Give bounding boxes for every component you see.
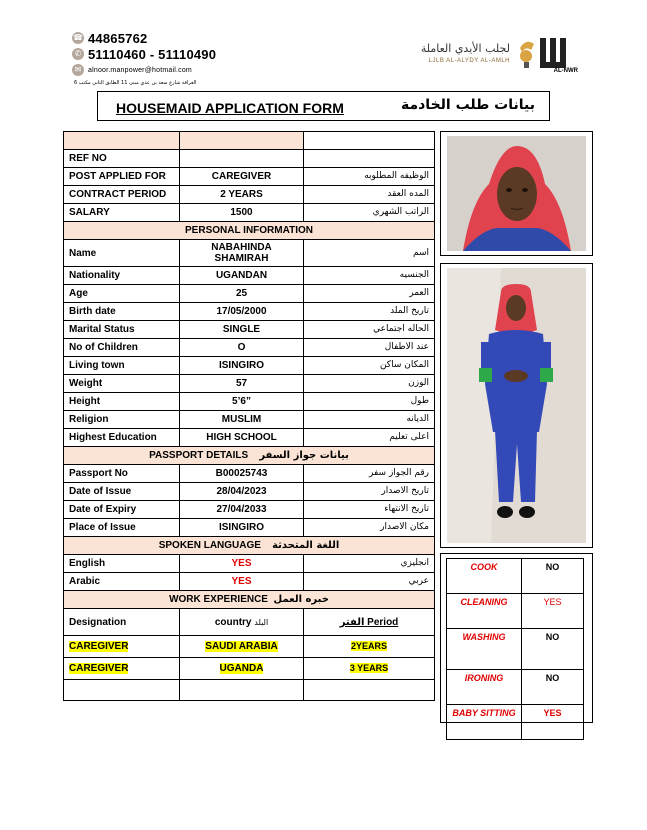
logo-arabic-text: لجلب الأيدي العاملة <box>420 42 510 55</box>
work-period: 3 YEARS <box>349 663 389 673</box>
skill-value: NO <box>522 670 584 705</box>
work-section-english: WORK EXPERIENCE <box>169 594 268 605</box>
skill-value: YES <box>522 594 584 629</box>
field-value: HIGH SCHOOL <box>180 429 304 447</box>
language-section-arabic: اللغة المتحدثة <box>272 540 340 551</box>
table-row <box>64 680 435 701</box>
table-row <box>64 411 435 429</box>
table-row <box>64 636 435 658</box>
table-row <box>64 267 435 285</box>
phone-number-1: 44865762 <box>88 30 148 46</box>
field-value: 5’6” <box>180 393 304 411</box>
field-label: Height <box>64 393 180 411</box>
contact-block <box>72 30 232 87</box>
office-address: الغرافة شارع سعد بن عدي مبنى 11 الطابق الثاني مكتب 6 <box>74 79 197 86</box>
skills-panel <box>440 553 593 723</box>
field-label-arabic: رقم الجواز سفر <box>304 465 435 483</box>
field-label-arabic: الجنسيه <box>304 267 435 285</box>
form-title-english: HOUSEMAID APPLICATION FORM <box>116 100 344 116</box>
field-label: Highest Education <box>64 429 180 447</box>
field-label-arabic: عربي <box>304 573 435 591</box>
skill-name: IRONING <box>447 670 522 705</box>
skill-row <box>447 705 584 740</box>
field-label: Religion <box>64 411 180 429</box>
country-header-arabic: البلد <box>254 617 269 627</box>
section-header-personal: PERSONAL INFORMATION <box>64 222 435 240</box>
skill-value: NO <box>522 559 584 594</box>
field-label-arabic: اعلى تعليم <box>304 429 435 447</box>
lamp-logo-icon <box>510 32 576 72</box>
field-value: NABAHINDA SHAMIRAH <box>180 240 304 267</box>
field-label: No of Children <box>64 339 180 357</box>
field-value: ISINGIRO <box>180 519 304 537</box>
table-row <box>64 150 435 168</box>
field-label: Marital Status <box>64 321 180 339</box>
skill-name: WASHING <box>447 629 522 670</box>
skill-name: COOK <box>447 559 522 594</box>
passport-section-english: PASSPORT DETAILS <box>149 450 249 461</box>
field-label-arabic: الديانه <box>304 411 435 429</box>
field-value: ISINGIRO <box>180 357 304 375</box>
field-label-arabic: الراتب الشهري <box>304 204 435 222</box>
field-label: Arabic <box>64 573 180 591</box>
full-body-image <box>441 264 592 547</box>
field-value: 27/04/2033 <box>180 501 304 519</box>
skill-value: YES <box>522 705 584 740</box>
table-row <box>64 573 435 591</box>
table-row <box>64 303 435 321</box>
table-row <box>64 555 435 573</box>
skill-row <box>447 629 584 670</box>
field-value: UGANDAN <box>180 267 304 285</box>
skill-row <box>447 670 584 705</box>
phone-number-2: 51110460 - 51110490 <box>88 46 217 62</box>
field-label: Nationality <box>64 267 180 285</box>
field-label-arabic: مكان الاصدار <box>304 519 435 537</box>
table-row <box>64 204 435 222</box>
table-row <box>64 429 435 447</box>
period-header: Period <box>367 616 399 628</box>
mobile-icon: ✆ <box>72 48 84 60</box>
company-logo <box>420 28 580 78</box>
form-title-bar <box>97 91 550 121</box>
field-label-arabic: الحاله اجتماعي <box>304 321 435 339</box>
field-label: Weight <box>64 375 180 393</box>
skill-name: BABY SITTING <box>447 705 522 740</box>
full-body-photo <box>440 263 593 548</box>
field-label-arabic: تاريخ الاصدار <box>304 483 435 501</box>
field-value: 17/05/2000 <box>180 303 304 321</box>
table-row <box>64 186 435 204</box>
field-value: YES <box>180 555 304 573</box>
field-label: Passport No <box>64 465 180 483</box>
headshot-photo <box>440 131 593 256</box>
skill-value: NO <box>522 629 584 670</box>
field-value: 1500 <box>180 204 304 222</box>
field-value: SINGLE <box>180 321 304 339</box>
table-row <box>64 658 435 680</box>
field-value: YES <box>180 573 304 591</box>
passport-section-arabic: بيانات جواز السفر <box>259 450 349 461</box>
table-row <box>64 519 435 537</box>
table-row <box>64 375 435 393</box>
field-label: CONTRACT PERIOD <box>64 186 180 204</box>
field-label-arabic: الوزن <box>304 375 435 393</box>
field-value: 57 <box>180 375 304 393</box>
field-label: Place of Issue <box>64 519 180 537</box>
work-designation: CAREGIVER <box>69 641 129 652</box>
logo-english-text: LJLB AL-ALYDY AL-AMLH <box>428 58 510 64</box>
table-row <box>64 357 435 375</box>
field-label-arabic <box>304 150 435 168</box>
skill-row <box>447 559 584 594</box>
field-label-arabic: انجليزي <box>304 555 435 573</box>
field-value <box>180 150 304 168</box>
field-label-arabic: تاريخ الملد <box>304 303 435 321</box>
field-label: Date of Expiry <box>64 501 180 519</box>
table-row <box>64 321 435 339</box>
field-label-arabic: الوظيفه المطلوبه <box>304 168 435 186</box>
form-title-arabic: بيانات طلب الخادمة <box>400 97 535 113</box>
work-period: 2YEARS <box>350 641 387 651</box>
table-row <box>64 240 435 267</box>
field-label: SALARY <box>64 204 180 222</box>
email-address: alnoor.manpower@hotmail.com <box>88 66 192 74</box>
field-value: O <box>180 339 304 357</box>
phone-icon: ☎ <box>73 33 83 42</box>
period-header-arabic: الفتر <box>339 616 365 628</box>
country-header: country <box>214 616 252 628</box>
field-label: Birth date <box>64 303 180 321</box>
section-header-language <box>64 537 435 555</box>
headshot-image <box>441 132 592 255</box>
field-label-arabic: اسم <box>304 240 435 267</box>
work-country: UGANDA <box>219 663 264 674</box>
field-value: MUSLIM <box>180 411 304 429</box>
field-label-arabic: طول <box>304 393 435 411</box>
work-section-arabic: خبره العمل <box>273 594 329 605</box>
language-section-english: SPOKEN LANGUAGE <box>158 540 261 551</box>
table-row <box>64 393 435 411</box>
section-header-work <box>64 591 435 609</box>
field-label: REF NO <box>64 150 180 168</box>
field-label-arabic: العمر <box>304 285 435 303</box>
field-label: POST APPLIED FOR <box>64 168 180 186</box>
work-designation: CAREGIVER <box>69 663 129 674</box>
skill-row <box>447 594 584 629</box>
application-form-table <box>63 131 435 701</box>
field-label: English <box>64 555 180 573</box>
table-row <box>64 339 435 357</box>
field-value: B00025743 <box>180 465 304 483</box>
work-country: SAUDI ARABIA <box>205 641 278 652</box>
table-row <box>64 465 435 483</box>
field-label-arabic: المده العقد <box>304 186 435 204</box>
field-label: Name <box>64 240 180 267</box>
table-row <box>64 483 435 501</box>
field-label: Date of Issue <box>64 483 180 501</box>
field-label: Living town <box>64 357 180 375</box>
field-value: 2 YEARS <box>180 186 304 204</box>
table-row <box>64 168 435 186</box>
table-row <box>64 285 435 303</box>
field-value: CAREGIVER <box>180 168 304 186</box>
field-label-arabic: المكان ساكن <box>304 357 435 375</box>
designation-header: Designation <box>64 609 180 636</box>
field-label-arabic: تاريخ الانتهاء <box>304 501 435 519</box>
field-label: Age <box>64 285 180 303</box>
skill-name: CLEANING <box>447 594 522 629</box>
skills-table <box>446 558 584 740</box>
work-column-headers <box>64 609 435 636</box>
field-value: 28/04/2023 <box>180 483 304 501</box>
blank-header-row <box>64 132 435 150</box>
field-value: 25 <box>180 285 304 303</box>
section-header-passport <box>64 447 435 465</box>
table-row <box>64 501 435 519</box>
logo-brand-text: AL-NWR <box>553 68 578 74</box>
email-icon: ✉ <box>72 64 84 76</box>
field-label-arabic: عند الاطفال <box>304 339 435 357</box>
